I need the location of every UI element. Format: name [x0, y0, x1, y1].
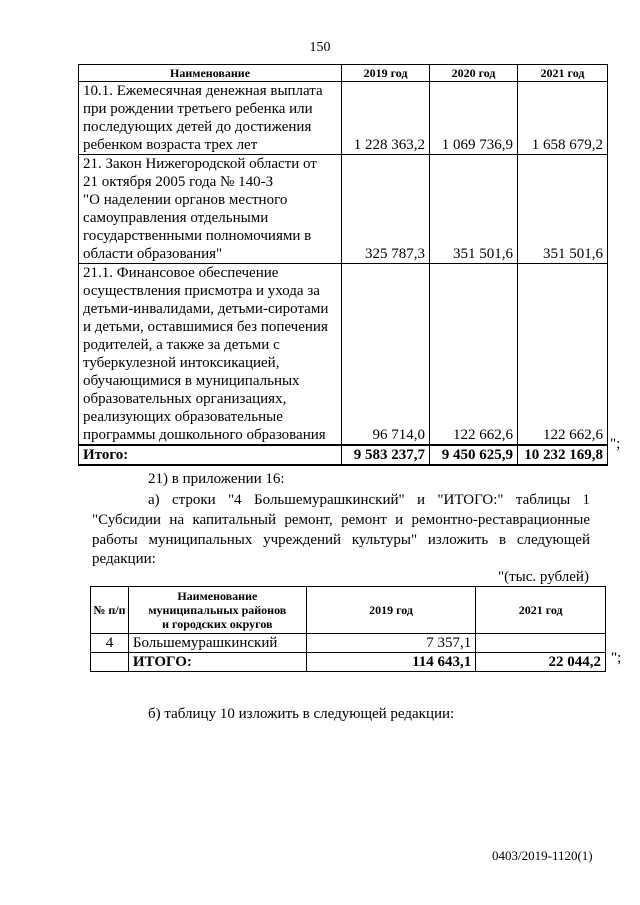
item-a-line: редакции:: [92, 551, 156, 567]
total-2019: 9 583 237,7: [342, 445, 430, 465]
value-2019: 1 228 363,2: [342, 82, 430, 155]
total-2020: 9 450 625,9: [430, 445, 518, 465]
row-name-line: туберкулезной интоксикацией,: [83, 355, 280, 371]
row-name-line: государственными полномочиями в: [83, 228, 312, 244]
column-header-2019: 2019 год: [306, 587, 476, 634]
row-name-line: осуществления присмотра и ухода за: [83, 283, 320, 299]
value-2021: 351 501,6: [517, 155, 607, 264]
row-name-line: обучающимися в муниципальных: [83, 373, 300, 389]
appropriations-table: [78, 64, 608, 466]
table-row: [79, 264, 608, 446]
row-number: 4: [91, 634, 129, 653]
table-row: [91, 634, 606, 653]
value-2020: 1 069 736,9: [430, 82, 518, 155]
row-name-line: 21.1. Финансовое обеспечение: [83, 265, 279, 281]
total-label: ИТОГО:: [128, 653, 306, 672]
document-code: 0403/2019-1120(1): [492, 848, 593, 863]
item-a-line: а) строки "4 Большемурашкинский" и "ИТОГО:" таблицы 1: [148, 492, 590, 508]
value-2020: 351 501,6: [430, 155, 518, 264]
value-2021: 1 658 679,2: [517, 82, 607, 155]
row-name-line: программы дошкольного образования: [83, 427, 326, 443]
row-name-line: 10.1. Ежемесячная денежная выплата: [83, 83, 323, 99]
column-header-2021: 2021 год: [476, 587, 606, 634]
total-row: [79, 445, 608, 465]
row-name-line: детьми-инвалидами, детьми-сиротами: [83, 301, 329, 317]
header-line: Наименование: [177, 589, 258, 603]
row-name-line: "О наделении органов местного: [83, 192, 288, 208]
row-name-line: и детьми, оставшимися без попечения: [83, 319, 328, 335]
row-name-line: последующих детей до достижения: [83, 119, 312, 135]
row-name: [79, 82, 342, 155]
value-2019: 96 714,0: [342, 264, 430, 446]
row-name-line: области образования": [83, 246, 223, 262]
row-name-line: при рождении третьего ребенка или: [83, 101, 313, 117]
table-row: [79, 82, 608, 155]
value-2021: 122 662,6: [517, 264, 607, 446]
total-2019: 114 643,1: [306, 653, 476, 672]
row-name-line: 21 октября 2005 года № 140-З: [83, 174, 274, 190]
row-name: [79, 155, 342, 264]
header-line: и городских округов: [162, 617, 273, 631]
column-header-name: [128, 587, 306, 634]
subsidies-table: [90, 586, 606, 672]
header-line: муниципальных районов: [148, 603, 287, 617]
table-row: [79, 155, 608, 264]
item-b-text: б) таблицу 10 изложить в следующей редакции:: [148, 706, 455, 722]
section-21-heading: 21) в приложении 16:: [148, 471, 285, 487]
total-2021: 22 044,2: [476, 653, 606, 672]
row-name-line: образовательных организациях,: [83, 391, 287, 407]
item-a-line: "Субсидии на капитальный ремонт, ремонт и ремонтно-реставрационные: [92, 512, 590, 528]
item-a-line: работы муниципальных учреждений культуры" изложить в следующей: [92, 532, 590, 548]
page-number: 150: [309, 40, 331, 55]
column-header-number: № п/п: [91, 587, 129, 634]
table-end-quote: ";: [611, 650, 622, 666]
column-header-2019: 2019 год: [342, 65, 430, 82]
row-name-line: самоуправления отдельными: [83, 210, 269, 226]
row-name-line: ребенком возраста трех лет: [83, 137, 258, 153]
table-header-row: [79, 65, 608, 82]
row-name: [79, 264, 342, 446]
value-2019: 7 357,1: [306, 634, 476, 653]
row-name-line: реализующих образовательные: [83, 409, 283, 425]
total-label: Итого:: [79, 445, 342, 465]
table-end-quote: ";: [610, 436, 621, 452]
value-2019: 325 787,3: [342, 155, 430, 264]
units-label: "(тыс. рублей): [498, 569, 589, 585]
total-2021: 10 232 169,8: [517, 445, 607, 465]
row-name: Большемурашкинский: [128, 634, 306, 653]
column-header-name: Наименование: [79, 65, 342, 82]
value-2021: [476, 634, 606, 653]
total-number: [91, 653, 129, 672]
total-row: [91, 653, 606, 672]
column-header-2020: 2020 год: [430, 65, 518, 82]
row-name-line: 21. Закон Нижегородской области от: [83, 156, 317, 172]
table-header-row: [91, 587, 606, 634]
column-header-2021: 2021 год: [517, 65, 607, 82]
value-2020: 122 662,6: [430, 264, 518, 446]
row-name-line: родителей, а также за детьми с: [83, 337, 280, 353]
